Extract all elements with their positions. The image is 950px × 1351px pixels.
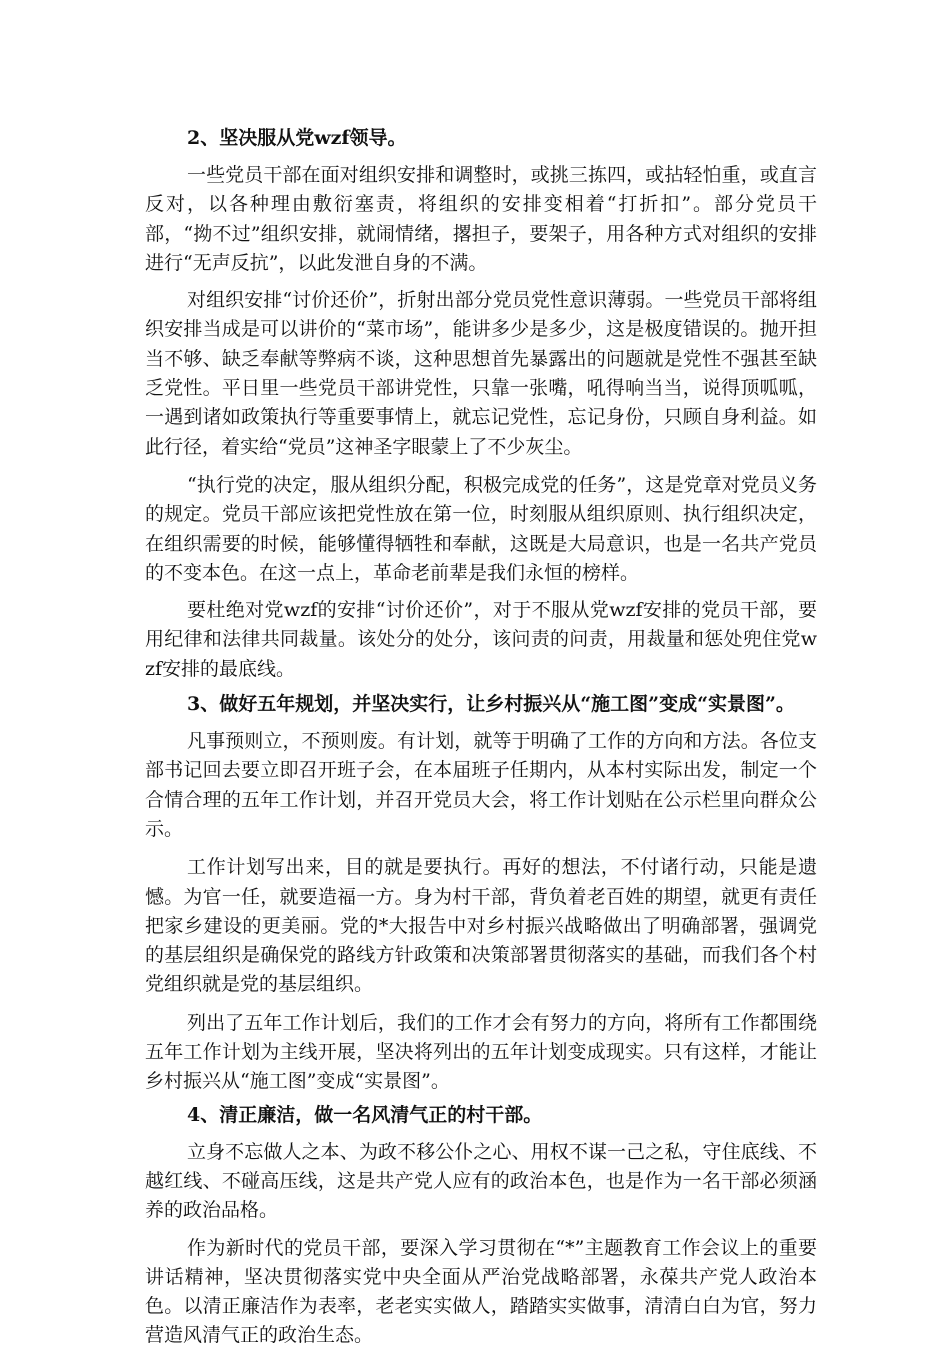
paragraph: 列出了五年工作计划后，我们的工作才会有努力的方向，将所有工作都围绕五年工作计划为主线开展，坚决将列出的五年计划变成现实。只有这样，才能让乡村振兴从“施工图”变成“实景图”。 [145, 1011, 817, 1093]
section-heading-2: 2、坚决服从党wzf领导。 [187, 127, 407, 149]
paragraph: 立身不忘做人之本、为政不移公仆之心、用权不谋一己之私，守住底线、不越红线、不碰高压线，这是共产党人应有的政治本色，也是作为一名干部必须涵养的政治品格。 [145, 1140, 817, 1222]
section-heading-3: 3、做好五年规划，并坚决实行，让乡村振兴从“施工图”变成“实景图”。 [187, 693, 795, 716]
paragraph: 一些党员干部在面对组织安排和调整时，或挑三拣四，或拈轻怕重，或直言反对，以各种理由敷衍塞责，将组织的安排变相着“打折扣”。部分党员干部，“拗不过”组织安排，就闹情绪，撂担子，要架子，用各种方式对组织的安排进行“无声反抗”，以此发泄自身的不满。 [145, 164, 817, 274]
paragraph: 作为新时代的党员干部，要深入学习贯彻在“*”主题教育工作会议上的重要讲话精神，坚决贯彻落实党中央全面从严治党战略部署，永葆共产党人政治本色。以清正廉洁作为表率，老老实实做人，踏踏实实做事，清清白白为官，努力营造风清气正的政治生态。 [145, 1236, 817, 1347]
paragraph: 凡事预则立，不预则废。有计划，就等于明确了工作的方向和方法。各位支部书记回去要立即召开班子会，在本届班子任期内，从本村实际出发，制定一个合情合理的五年工作计划，并召开党员大会，将工作计划贴在公示栏里向群众公示。 [145, 730, 817, 840]
paragraph: 要杜绝对党wzf的安排“讨价还价”，对于不服从党wzf安排的党员干部，要用纪律和法律共同裁量。该处分的处分，该问责的问责，用裁量和惩处兜住党wzf安排的最底线。 [145, 599, 817, 680]
paragraph: “执行党的决定，服从组织分配，积极完成党的任务”，这是党章对党员义务的规定。党员干部应该把党性放在第一位，时刻服从组织原则、执行组织决定，在组织需要的时候，能够懂得牺牲和奉献，这既是大局意识，也是一名共产党员的不变本色。在这一点上，革命老前辈是我们永恒的榜样。 [145, 473, 817, 584]
paragraph: 工作计划写出来，目的就是要执行。再好的想法，不付诸行动，只能是遗憾。为官一任，就要造福一方。身为村干部，背负着老百姓的期望，就更有责任把家乡建设的更美丽。党的*大报告中对乡村振兴战略做出了明确部署，强调党的基层组织是确保党的路线方针政策和决策部署贯彻落实的基础，而我们各个村党组织就是党的基层组织。 [145, 856, 817, 996]
paragraph: 对组织安排“讨价还价”，折射出部分党员党性意识薄弱。一些党员干部将组织安排当成是可以讲价的“菜市场”，能讲多少是多少，这是极度错误的。抛开担当不够、缺乏奉献等弊病不谈，这种思想首先暴露出的问题就是党性不强甚至缺乏党性。平日里一些党员干部讲党性，只靠一张嘴，吼得响当当，说得顶呱呱，一遇到诸如政策执行等重要事情上，就忘记党性，忘记身份，只顾自身利益。如此行径，着实给“党员”这神圣字眼蒙上了不少灰尘。 [145, 289, 817, 458]
section-heading-4: 4、清正廉洁，做一名风清气正的村干部。 [187, 1103, 543, 1126]
document-page [145, 124, 817, 1351]
